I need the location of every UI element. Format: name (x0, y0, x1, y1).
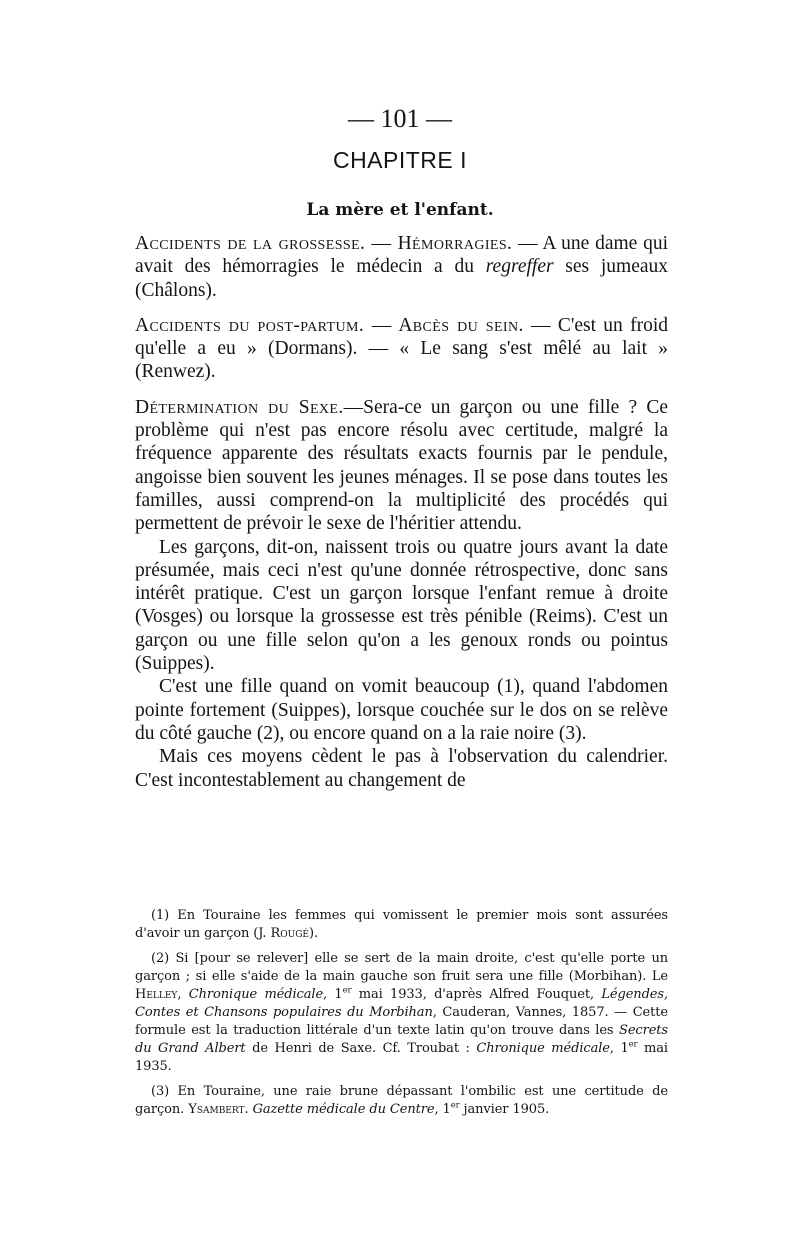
footnote-text: (1) En Touraine les femmes qui vomissent le premier mois sont assurées d'avoir un garçon (J. (135, 908, 668, 941)
page-number: — 101 — (348, 104, 452, 133)
footnote-1 (135, 907, 668, 943)
footnote-text: janvier 1905. (459, 1102, 550, 1117)
paragraph-post-partum (135, 314, 668, 384)
footnote-text: , Cauderan, Vannes, 1857. — Cette formule est la traduction littérale d'un texte latin qu'on trouve dans les (135, 1005, 668, 1038)
section-heading: Accidents du post-partum. — Abcès du sein. (135, 314, 524, 336)
paragraph-text: — A une dame qui avait des hémorragies le médecin a du (135, 233, 669, 278)
journal-title: Chronique médicale (188, 987, 324, 1002)
footnote-2 (135, 950, 668, 1076)
footnote-text: . (244, 1102, 253, 1117)
paragraph-text: — C'est un froid qu'elle a eu » (Dormans). — « Le sang s'est mêlé au lait » (Renwez). (135, 314, 668, 383)
footnote-author: Helley (135, 987, 178, 1002)
footnotes (135, 907, 668, 1126)
footnote-author: Rougé (270, 926, 309, 941)
paragraph-text: —Sera-ce un garçon ou une fille ? Ce problème qui n'est pas encore résolu avec certitude, malgré la fréquence apparente des résultats exacts fournis par le pendule, angoisse bien souvent les jeunes ménages. Il se pose dans toutes les familles, aussi comprend-on la multiplicité des procédés qui permettent de prévoir le sexe de l'héritier attendu. (135, 396, 668, 535)
footnote-text: de Henri de Saxe. Cf. Troubat : (245, 1041, 477, 1056)
footnote-author: Ysambert (188, 1102, 245, 1117)
book-title: Secrets du Grand Albert (135, 1023, 668, 1056)
section-heading: Détermination du Sexe. (135, 396, 344, 418)
emphasis-word: regreffer (485, 256, 554, 278)
chapter-subtitle: La mère et l'enfant. (306, 200, 494, 220)
section-heading: Accidents de la grossesse. — Hémorragies. (135, 233, 513, 254)
footnote-text: mai 1935. (135, 1041, 668, 1074)
footnote-text: mai 1933, d'après Alfred Fouquet, (351, 987, 602, 1002)
footnote-text: (2) Si [pour se relever] elle se sert de la main droite, c'est qu'elle porte un garçon ; si elle s'aide de la main gauche son fruit sera une fille (Morbihan). Le (135, 951, 668, 984)
paragraph-determination-sexe (135, 396, 668, 536)
paragraph-calendrier: Mais ces moyens cèdent le pas à l'observation du calendrier. C'est incontestablement au changement de (135, 746, 668, 791)
book-title: Légendes, Contes et Chansons populaires du Morbihan (135, 987, 668, 1020)
paragraph-garcons: Les garçons, dit-on, naissent trois ou quatre jours avant la date présumée, mais ceci n'est qu'une donnée rétrospective, donc sans intérêt pratique. C'est un garçon lorsque l'enfant remue à droite (Vosges) ou lorsque la grossesse est très pénible (Reims). C'est un garçon ou une fille selon qu'on a les genoux ronds ou pointus (Suippes). (135, 536, 668, 675)
footnote-text: , (177, 987, 189, 1002)
body-text (135, 232, 668, 792)
paragraph-fille: C'est une fille quand on vomit beaucoup (1), quand l'abdomen pointe fortement (Suippes), lorsque couchée sur le dos on se relève du côté gauche (2), ou encore quand on a la raie noire (3). (135, 676, 668, 744)
chapter-heading: CHAPITRE I (332, 147, 468, 173)
paragraph-text: ses jumeaux (Châlons). (135, 256, 669, 301)
paragraph-accidents-grossesse (135, 232, 668, 302)
footnote-3 (135, 1083, 668, 1119)
footnote-text: ). (308, 926, 318, 941)
footnote-text: , 1 (434, 1102, 451, 1117)
footnote-text: , 1 (609, 1041, 629, 1056)
journal-title: Gazette médicale du Centre (252, 1102, 435, 1117)
journal-title: Chronique médicale (476, 1041, 610, 1056)
footnote-text: , 1 (323, 987, 343, 1002)
ordinal-suffix: er (450, 1099, 460, 1110)
footnote-text: (3) En Touraine, une raie brune dépassant l'ombilic est une certitude de garçon. (135, 1084, 668, 1117)
ordinal-suffix: er (342, 984, 352, 995)
ordinal-suffix: er (628, 1038, 638, 1049)
